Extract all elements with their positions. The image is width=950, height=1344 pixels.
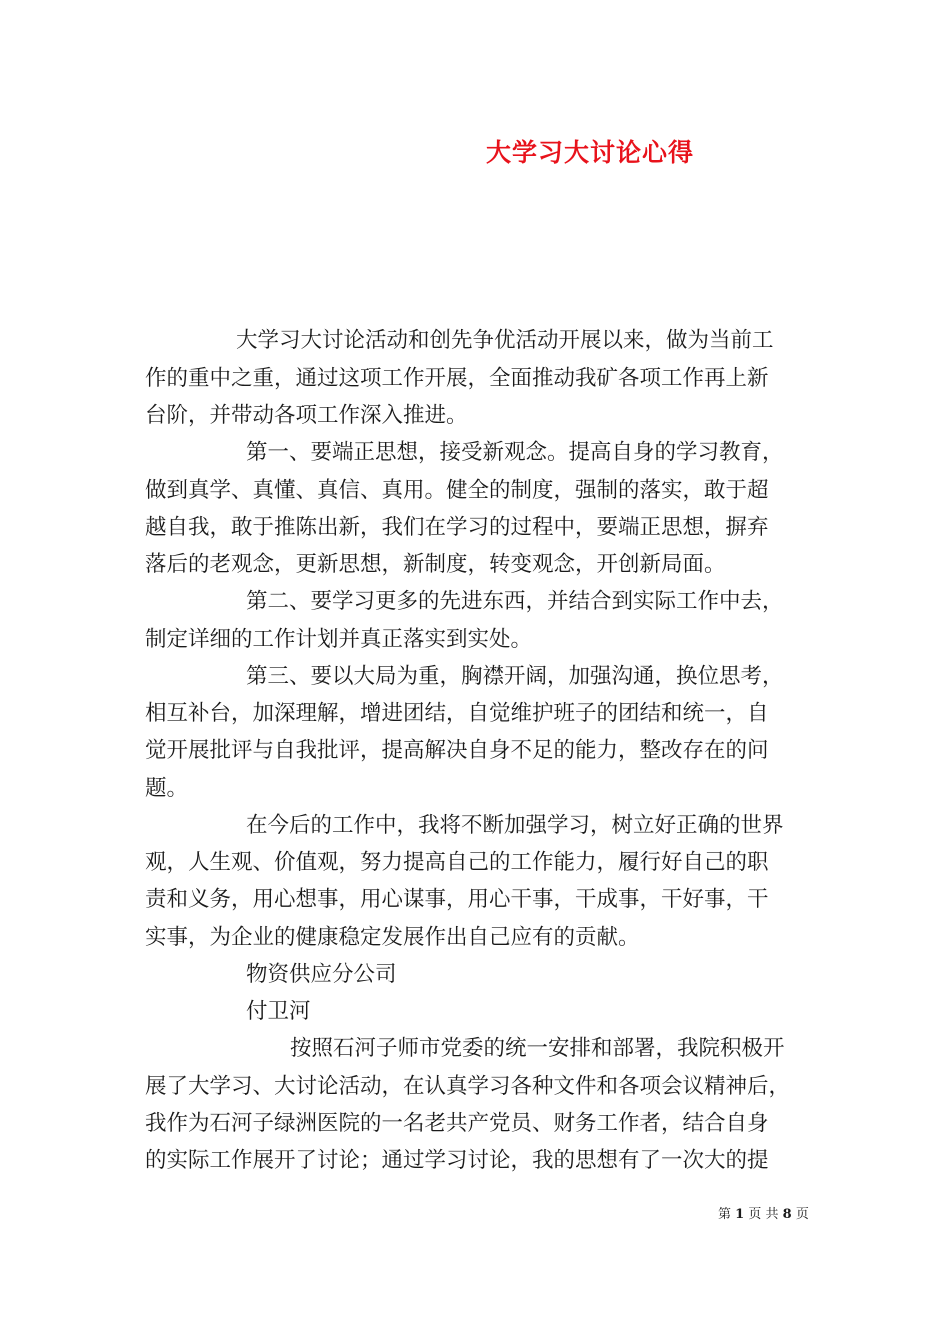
footer-middle: 页 共 (748, 1207, 779, 1222)
text-line: 大学习大讨论活动和创先争优活动开展以来，做为当前工 (236, 328, 774, 353)
text-line: 做到真学、真懂、真信、真用。健全的制度，强制的落实，敢于超 (145, 478, 769, 503)
footer-suffix: 页 (795, 1207, 809, 1222)
text-line: 付卫河 (246, 999, 311, 1024)
text-line: 觉开展批评与自我批评，提高解决自身不足的能力，整改存在的问 (145, 738, 769, 763)
text-line: 按照石河子师市党委的统一安排和部署，我院积极开 (290, 1036, 785, 1061)
text-line: 在今后的工作中，我将不断加强学习，树立好正确的世界 (246, 813, 784, 838)
text-line: 展了大学习、大讨论活动，在认真学习各种文件和各项会议精神后， (145, 1074, 791, 1099)
text-line: 落后的老观念，更新思想，新制度，转变观念，开创新局面。 (145, 552, 726, 577)
text-line: 台阶，并带动各项工作深入推进。 (145, 403, 468, 428)
text-line: 制定详细的工作计划并真正落实到实处。 (145, 627, 533, 652)
footer-total-pages: 8 (782, 1207, 792, 1222)
text-line: 责和义务，用心想事，用心谋事，用心干事，干成事，干好事，干 (145, 887, 769, 912)
text-line: 第二、要学习更多的先进东西，并结合到实际工作中去， (246, 589, 784, 614)
footer-page-number: 1 (735, 1207, 745, 1222)
text-line: 越自我，敢于推陈出新，我们在学习的过程中，要端正思想，摒弃 (145, 515, 769, 540)
page-footer (718, 1203, 809, 1222)
text-line: 物资供应分公司 (246, 962, 397, 987)
text-line: 第一、要端正思想，接受新观念。提高自身的学习教育， (246, 440, 784, 465)
text-line: 观，人生观、价值观，努力提高自己的工作能力，履行好自己的职 (145, 850, 769, 875)
text-line: 作的重中之重，通过这项工作开展，全面推动我矿各项工作再上新 (145, 366, 769, 391)
text-line: 相互补台，加深理解，增进团结，自觉维护班子的团结和统一，自 (145, 701, 769, 726)
text-line: 实事，为企业的健康稳定发展作出自己应有的贡献。 (145, 925, 640, 950)
footer-prefix: 第 (718, 1207, 732, 1222)
text-line: 题。 (145, 776, 189, 801)
document-title: 大学习大讨论心得 (486, 138, 695, 167)
text-line: 我作为石河子绿洲医院的一名老共产党员、财务工作者，结合自身 (145, 1111, 769, 1136)
text-line: 的实际工作展开了讨论；通过学习讨论，我的思想有了一次大的提 (145, 1148, 769, 1173)
text-line: 第三、要以大局为重，胸襟开阔，加强沟通，换位思考， (246, 664, 784, 689)
